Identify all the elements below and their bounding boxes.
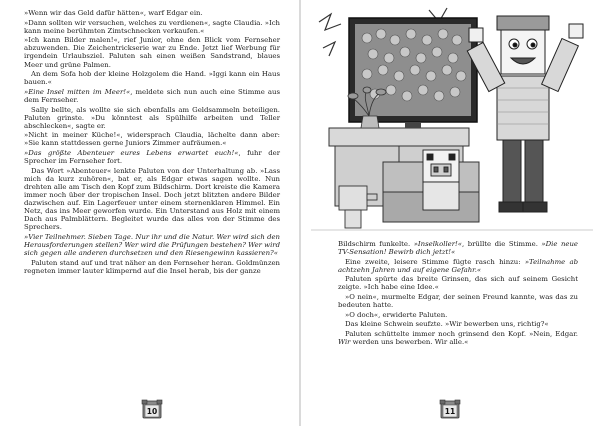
body-text: Das kleine Schwein seufzte. »Wir bewerben uns, richtig?«: [345, 320, 549, 329]
paragraph: [24, 131, 280, 147]
italic-text: Wir: [338, 338, 351, 347]
paragraph: [24, 88, 280, 104]
left-page-text: [24, 9, 280, 275]
body-text: »Wenn wir das Geld dafür hätten«, warf Edgar ein.: [24, 9, 203, 17]
body-text: Das Wort »Abenteuer« lenkte Paluten von der Unterhaltung ab. »Lass mich da kurz zuhören«, bat er, als Edgar etwas sagen wollte. Nun drehten alle am Tisch den Kopf zum Bildschirm. Dort kreiste die Kamera immer noch über der tropischen Insel. Doch jetzt blitzten andere Bilder dazwischen auf. Ein Lagerfeuer unter einem sternenklaren Himmel. Ein Netz, das ins Meer geworfen wurde. Ein Unterstand aus Holz mit einem Dach aus Palmblättern. Begleitet wurde das alles von der Stimme des Sprechers.: [24, 166, 280, 232]
page-number-badge: [439, 398, 461, 420]
illustration-tv-scene: [311, 4, 593, 236]
body-text: Sally bellte, als wollte sie sich ebenfalls am Geldsammeln beteiligen. Paluten grinste. »Du könntest als Spülhilfe arbeiten und Teller abschlecken«, sagte er.: [24, 105, 280, 130]
paragraph: [24, 70, 280, 86]
paragraph: [24, 36, 280, 68]
body-text: Paluten spürte das breite Grinsen, das sich auf seinem Gesicht zeigte. »Ich habe eine Idee.«: [338, 275, 578, 292]
italic-text: »Inselkoller!«: [413, 240, 463, 248]
page-number-badge: [141, 398, 163, 420]
paragraph: [24, 167, 280, 232]
paragraph: [338, 311, 578, 319]
page-number: 11: [444, 407, 456, 416]
body-text: , brüllte die Stimme.: [462, 240, 542, 248]
paragraph: [24, 9, 280, 17]
paragraph: [338, 275, 578, 291]
paragraph: [338, 240, 578, 256]
paragraph: [24, 149, 280, 165]
right-page-text: [338, 240, 578, 346]
body-text: »Ich kann Bilder malen!«, rief Junior, ohne den Blick vom Fernseher abzuwenden. Die Zeichentrickserie war zu Ende. Jetzt lief Werbung für irgendein Urlaubsziel. Paluten sah einen weißen Sandstrand, blaues Meer und grüne Palmen.: [24, 36, 280, 69]
paragraph: [24, 233, 280, 257]
body-text: , meldete sich nun auch eine Stimme aus dem Fernseher.: [24, 87, 280, 104]
body-text: An dem Sofa hob der kleine Holzgolem die Hand. »Iggi kann ein Haus bauen.«: [24, 70, 280, 87]
body-text: Eine zweite, leisere Stimme fügte rasch hinzu:: [345, 257, 525, 266]
body-text: Bildschirm funkelte.: [338, 240, 414, 248]
paragraph: [338, 320, 578, 328]
italic-text: »Vier Teilnehmer. Sieben Tage. Nur ihr und die Natur. Wer wird sich den Herausforderungen stellen? Wer wird die Prüfungen bestehen? Wer wird sich gegen alle anderen durchsetzen und den Riesengewinn kassieren?«: [24, 232, 280, 258]
italic-text: »Die neue TV-Sensation! Bewirb dich jetzt!«: [338, 240, 578, 257]
body-text: werden uns bewerben. Wir alle.«: [350, 338, 469, 347]
left-page: [0, 0, 299, 426]
paragraph: [338, 258, 578, 274]
right-page: [301, 0, 600, 426]
body-text: »Dann sollten wir versuchen, welches zu verdienen«, sagte Claudia. »Ich kann meine berühmten Zimtschnecken verkaufen.«: [24, 18, 280, 35]
paragraph: [24, 106, 280, 130]
paragraph: [338, 293, 578, 309]
page-number: 10: [146, 407, 158, 416]
body-text: »O doch«, erwiderte Paluten.: [345, 310, 448, 319]
italic-text: »Eine Insel mitten im Meer!«: [24, 87, 131, 96]
body-text: »Nicht in meiner Küche!«, widersprach Claudia, lächelte dann aber: »Sie kann stattdessen gerne Juniors Zimmer aufräumen.«: [24, 131, 280, 148]
paragraph: [338, 330, 578, 346]
body-text: Paluten schüttelte immer noch grinsend den Kopf. »Nein, Edgar.: [345, 329, 578, 338]
body-text: Paluten stand auf und trat näher an den Fernseher heran. Goldmünzen regneten immer lauter klimpernd auf die Insel herab, bis der ganze: [24, 258, 280, 275]
body-text: »O nein«, murmelte Edgar, der seinen Freund kannte, was das zu bedeuten hatte.: [338, 293, 578, 310]
pig-character: [423, 150, 459, 210]
paragraph: [24, 19, 280, 35]
italic-text: »Das größte Abenteuer eures Lebens erwartet euch!«: [24, 149, 239, 157]
italic-text: »Teilnahme ab achtzehn Jahren und auf eigene Gefahr.«: [338, 257, 578, 274]
paragraph: [24, 259, 280, 275]
cheering-character: [467, 16, 583, 212]
body-text: , fuhr der Sprecher im Fernseher fort.: [24, 149, 281, 166]
